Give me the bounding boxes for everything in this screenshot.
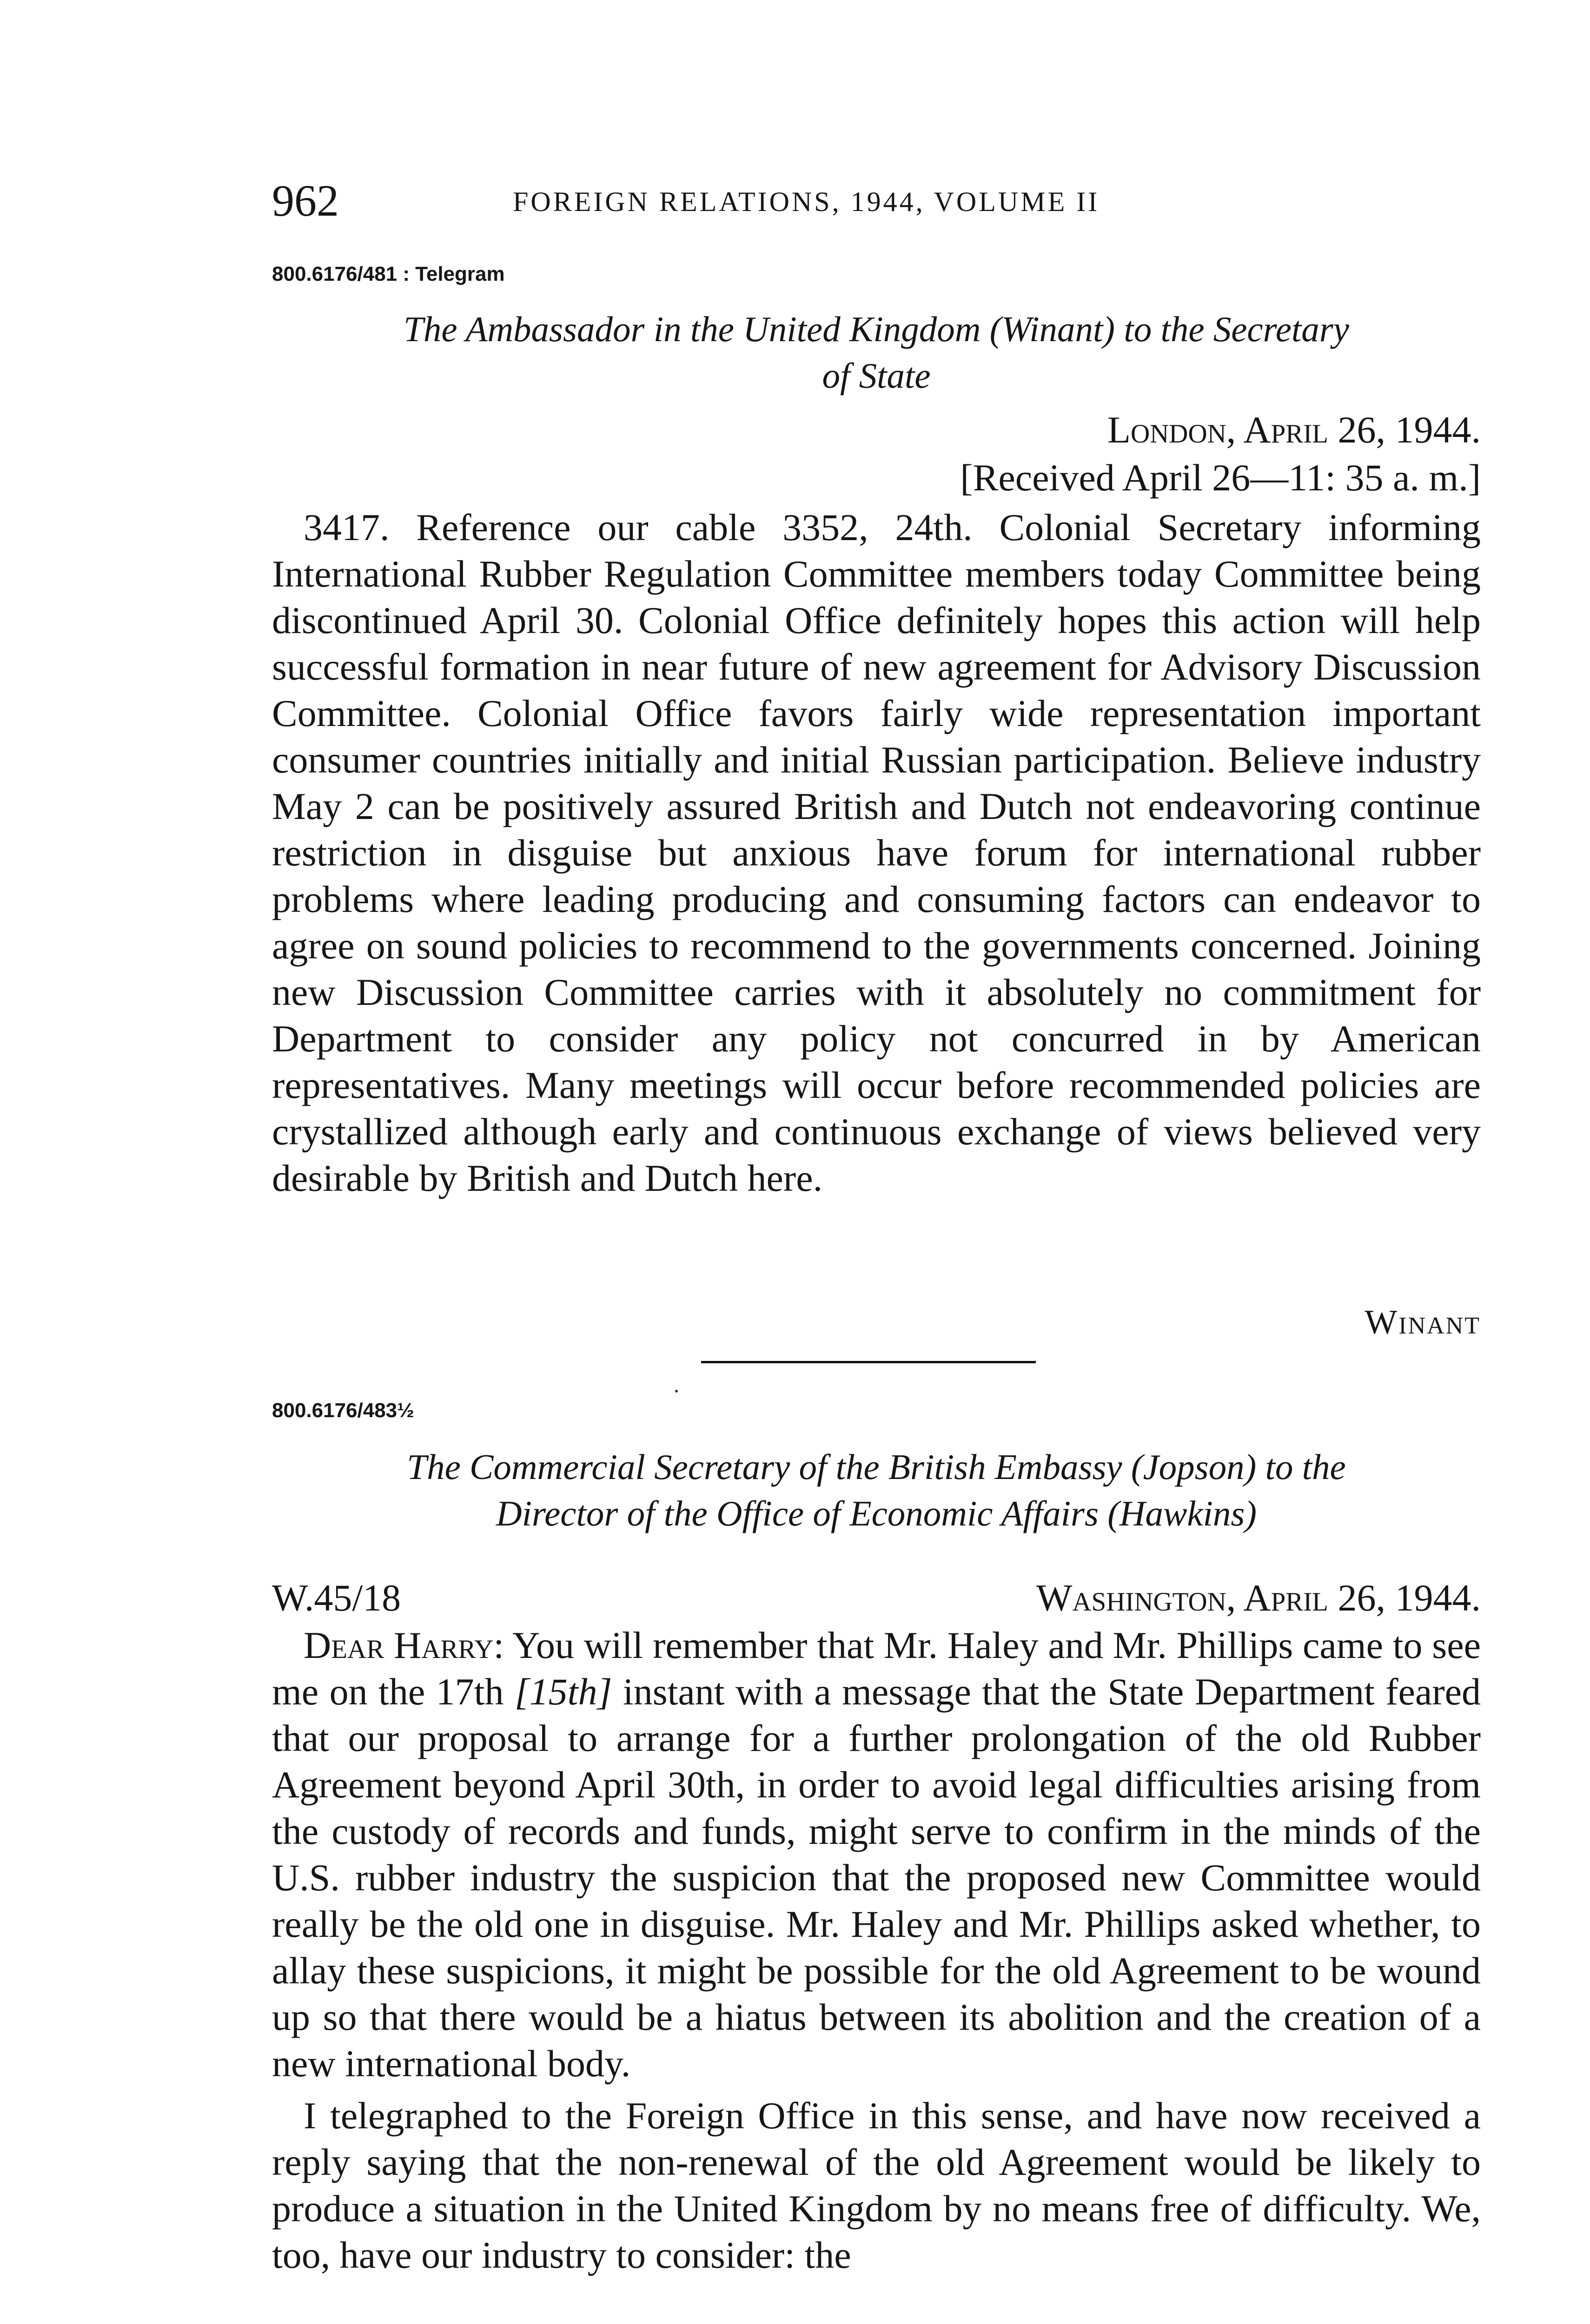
doc1-place-date: London, April 26, 1944. xyxy=(1107,409,1481,451)
doc1-file-number: 800.6176/481 : Telegram xyxy=(272,263,505,285)
doc1-body xyxy=(272,504,1481,1202)
running-head: FOREIGN RELATIONS, 1944, VOLUME II xyxy=(513,186,1100,217)
doc2-file-number: 800.6176/483½ xyxy=(272,1399,414,1422)
doc1-signature: Winant xyxy=(1365,1303,1481,1341)
doc2-heading-line1: The Commercial Secretary of the British Embassy (Jopson) to the xyxy=(407,1447,1346,1487)
page-number: 962 xyxy=(272,176,339,225)
doc1-heading-line1: The Ambassador in the United Kingdom (Winant) to the Secretary xyxy=(404,309,1349,349)
page-header xyxy=(272,173,1481,238)
doc2-paragraph-2: I telegraphed to the Foreign Office in this sense, and have now received a reply saying that the non-renewal of the old Agreement would be likely to produce a situation in the United Kingdom by no means free of difficulty. We, too, have our industry to consider: the xyxy=(272,2094,1481,2276)
doc2-heading-line2: Director of the Office of Economic Affairs (Hawkins) xyxy=(496,1493,1257,1533)
doc2-reference: W.45/18 xyxy=(272,1577,401,1619)
section-divider xyxy=(701,1361,1036,1363)
doc2-place-date: Washington, April 26, 1944. xyxy=(1036,1577,1481,1619)
doc2-para1-correction: [15th] xyxy=(514,1670,612,1713)
doc1-paragraph: 3417. Reference our cable 3352, 24th. Colonial Secretary informing International Rubber Regulation Committee members today Committee being discontinued April 30. Colonial Office definitely hopes this action will help successful formation in near future of new agreement for Advisory Discussion Committee. Colonial Office favors fairly wide representation important consumer countries initially and initial Russian participation. Believe industry May 2 can be positively assured British and Dutch not endeavoring continue restriction in disguise but anxious have forum for international rubber problems where leading producing and consuming factors can endeavor to agree on sound policies to recommend to the governments concerned. Joining new Discussion Committee carries with it absolutely no commitment for Department to consider any policy not concurred in by American representatives. Many meetings will occur before recommended policies are crystallized although early and continuous exchange of views believed very desirable by British and Dutch here. xyxy=(272,506,1481,1199)
doc2-para1-after: instant with a message that the State Department feared that our proposal to arrange for a further prolongation of the old Rubber Agreement beyond April 30th, in order to avoid legal difficulties arising from the custody of records and funds, might serve to confirm in the minds of the U.S. rubber industry the suspicion that the proposed new Committee would really be the old one in disguise. Mr. Haley and Mr. Phillips asked whether, to allay these suspicions, it might be possible for the old Agreement to be wound up so that there would be a hiatus between its abolition and the creation of a new international body. xyxy=(272,1670,1481,2085)
doc2-paragraph-1 xyxy=(272,1622,1481,2087)
doc2-body xyxy=(272,1622,1481,2278)
doc2-para1-before: You will remember that Mr. Haley and Mr. Phillips came to see me on the 17th xyxy=(272,1624,1481,1713)
doc2-salutation: Dear Harry: xyxy=(304,1624,504,1666)
stray-mark xyxy=(675,1390,678,1393)
doc1-heading-line2: of State xyxy=(822,356,931,396)
doc1-received: [Received April 26—11: 35 a. m.] xyxy=(960,456,1481,499)
